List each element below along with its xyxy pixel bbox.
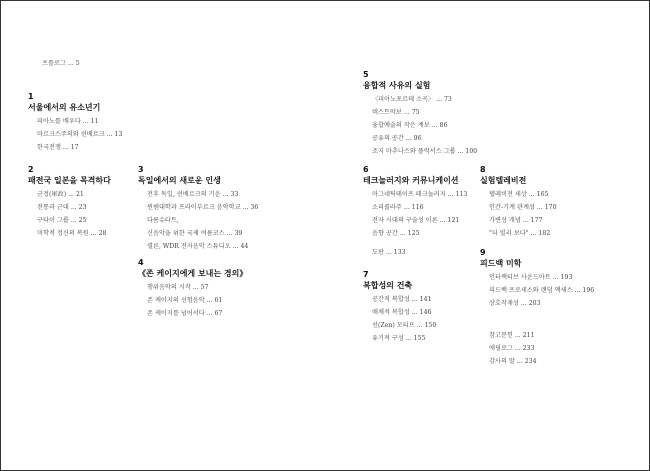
toc-entry[interactable]: 행위음악의 시작 ... 57 [147, 284, 209, 291]
chapter-title[interactable]: 복합성의 건축 [363, 281, 413, 290]
dopan-entry[interactable]: 도판 ... 133 [372, 249, 406, 256]
toc-entry[interactable]: 소리콜라주 ... 116 [372, 204, 424, 211]
toc-entry[interactable]: 한국전쟁 ... 17 [37, 144, 79, 151]
toc-entry[interactable]: 다름슈타트, [147, 217, 179, 224]
toc-entry[interactable]: 텔레비전 세상 ... 165 [489, 191, 549, 198]
toc-entry[interactable]: 공간적 복합성 ... 141 [372, 296, 432, 303]
chapter-title[interactable]: 테크놀러지와 커뮤니케이션 [363, 176, 459, 185]
prologue-entry[interactable]: 프롤로그 ... 5 [42, 60, 80, 67]
chapter-1 [28, 92, 122, 154]
chapter-title[interactable]: 서울에서의 유소년기 [28, 103, 101, 112]
toc-entry[interactable]: 참고문헌 ... 211 [489, 332, 535, 339]
chapter-number: 2 [28, 165, 34, 174]
toc-entry[interactable]: 상호작재성 ... 203 [489, 300, 541, 307]
chapter-7 [363, 270, 436, 345]
toc-entry[interactable]: 공유의 공간 ... 96 [372, 135, 422, 142]
toc-entry[interactable]: 전통과 근대 ... 23 [37, 204, 87, 211]
chapter-number: 7 [363, 270, 369, 279]
toc-entry[interactable]: 마르크스주의와 쉰베르크 ... 13 [37, 131, 123, 138]
toc-entry[interactable]: 뮌헨대학과 프라이부르크 음악학교 ... 36 [147, 204, 259, 211]
toc-entry[interactable]: 에필로그 ... 233 [489, 345, 535, 352]
chapter-8 [480, 165, 557, 240]
chapter-6 [363, 165, 467, 240]
chapter-3 [138, 165, 258, 253]
chapter-number: 3 [138, 165, 144, 174]
chapter-title[interactable]: 패전국 일본을 목격하다 [28, 176, 111, 185]
toc-entry[interactable]: 존 케이지의 선험음악 ... 61 [147, 297, 223, 304]
chapter-5 [363, 70, 477, 158]
toc-entry[interactable]: 인간-기계 관계성 ... 170 [489, 204, 557, 211]
toc-entry[interactable]: 융합예술의 작은 계보 ... 86 [372, 122, 448, 129]
chapter-number: 1 [28, 92, 34, 101]
toc-entry[interactable]: 미학적 정신의 복원 ... 28 [37, 230, 107, 237]
chapter-number: 5 [363, 70, 369, 79]
toc-entry[interactable]: 매체적 복합성 ... 146 [372, 309, 432, 316]
toc-entry[interactable]: 인터랙티브 사운드아트 ... 193 [489, 274, 573, 281]
chapter-2 [28, 165, 111, 240]
toc-entry[interactable]: 유기적 구성 ... 155 [372, 335, 426, 342]
chapter-title[interactable]: 피드백 미학 [480, 259, 522, 268]
toc-entry[interactable]: 가변성 개념 ... 177 [489, 217, 543, 224]
chapter-number: 9 [480, 248, 486, 257]
toc-entry[interactable]: 피드백 프로세스와 랜덤 액세스 ... 196 [489, 287, 595, 294]
chapter-number: 4 [138, 258, 144, 267]
toc-entry[interactable]: "더 빌리 보다" ... 182 [489, 230, 551, 237]
toc-entry[interactable]: 마그네틱테이프 테크놀러지 ... 113 [372, 191, 468, 198]
chapter-title[interactable]: 《존 케이지에게 보내는 경의》 [138, 269, 248, 278]
toc-entry[interactable]: 피아노를 배우다 ... 11 [37, 118, 99, 125]
toc-entry[interactable]: 신음악을 위한 국제 여름코스 ... 39 [147, 230, 243, 237]
back-matter [489, 329, 537, 368]
chapter-title[interactable]: 융합적 사유의 실험 [363, 81, 431, 90]
chapter-9 [480, 248, 594, 310]
chapter-4 [138, 258, 247, 320]
toc-entry[interactable]: 〈피아노포르테 소곡〉 ... 73 [372, 96, 452, 103]
toc-entry[interactable]: 구타이 그룹 ... 25 [37, 217, 87, 224]
chapter-number: 6 [363, 165, 369, 174]
chapter-title[interactable]: 독일에서의 새로운 인생 [138, 176, 221, 185]
toc-entry[interactable]: 감사의 말 ... 234 [489, 358, 537, 365]
toc-entry[interactable]: 조지 마추나스와 플럭서스 그룹 ... 100 [372, 148, 478, 155]
toc-entry[interactable]: 군정(軍政) ... 21 [37, 191, 84, 198]
toc-entry[interactable]: 쾰른, WDR 전자음악 스튜디오 ... 44 [147, 243, 249, 250]
toc-entry[interactable]: 전후 독일, 쉰베르크의 기운 ... 33 [147, 191, 239, 198]
toc-entry[interactable]: 존 케이지를 넘어서다 ... 67 [147, 310, 223, 317]
chapter-number: 8 [480, 165, 486, 174]
chapter-title[interactable]: 실험텔레비전 [480, 176, 527, 185]
toc-entry[interactable]: 텍스트악보 ... 75 [372, 109, 420, 116]
toc-entry[interactable]: 음향 공간 ... 125 [372, 230, 420, 237]
toc-entry[interactable]: 전자 시대의 구술성 이론 ... 121 [372, 217, 460, 224]
toc-entry[interactable]: 선(Zen) 모티프 ... 150 [372, 322, 437, 329]
